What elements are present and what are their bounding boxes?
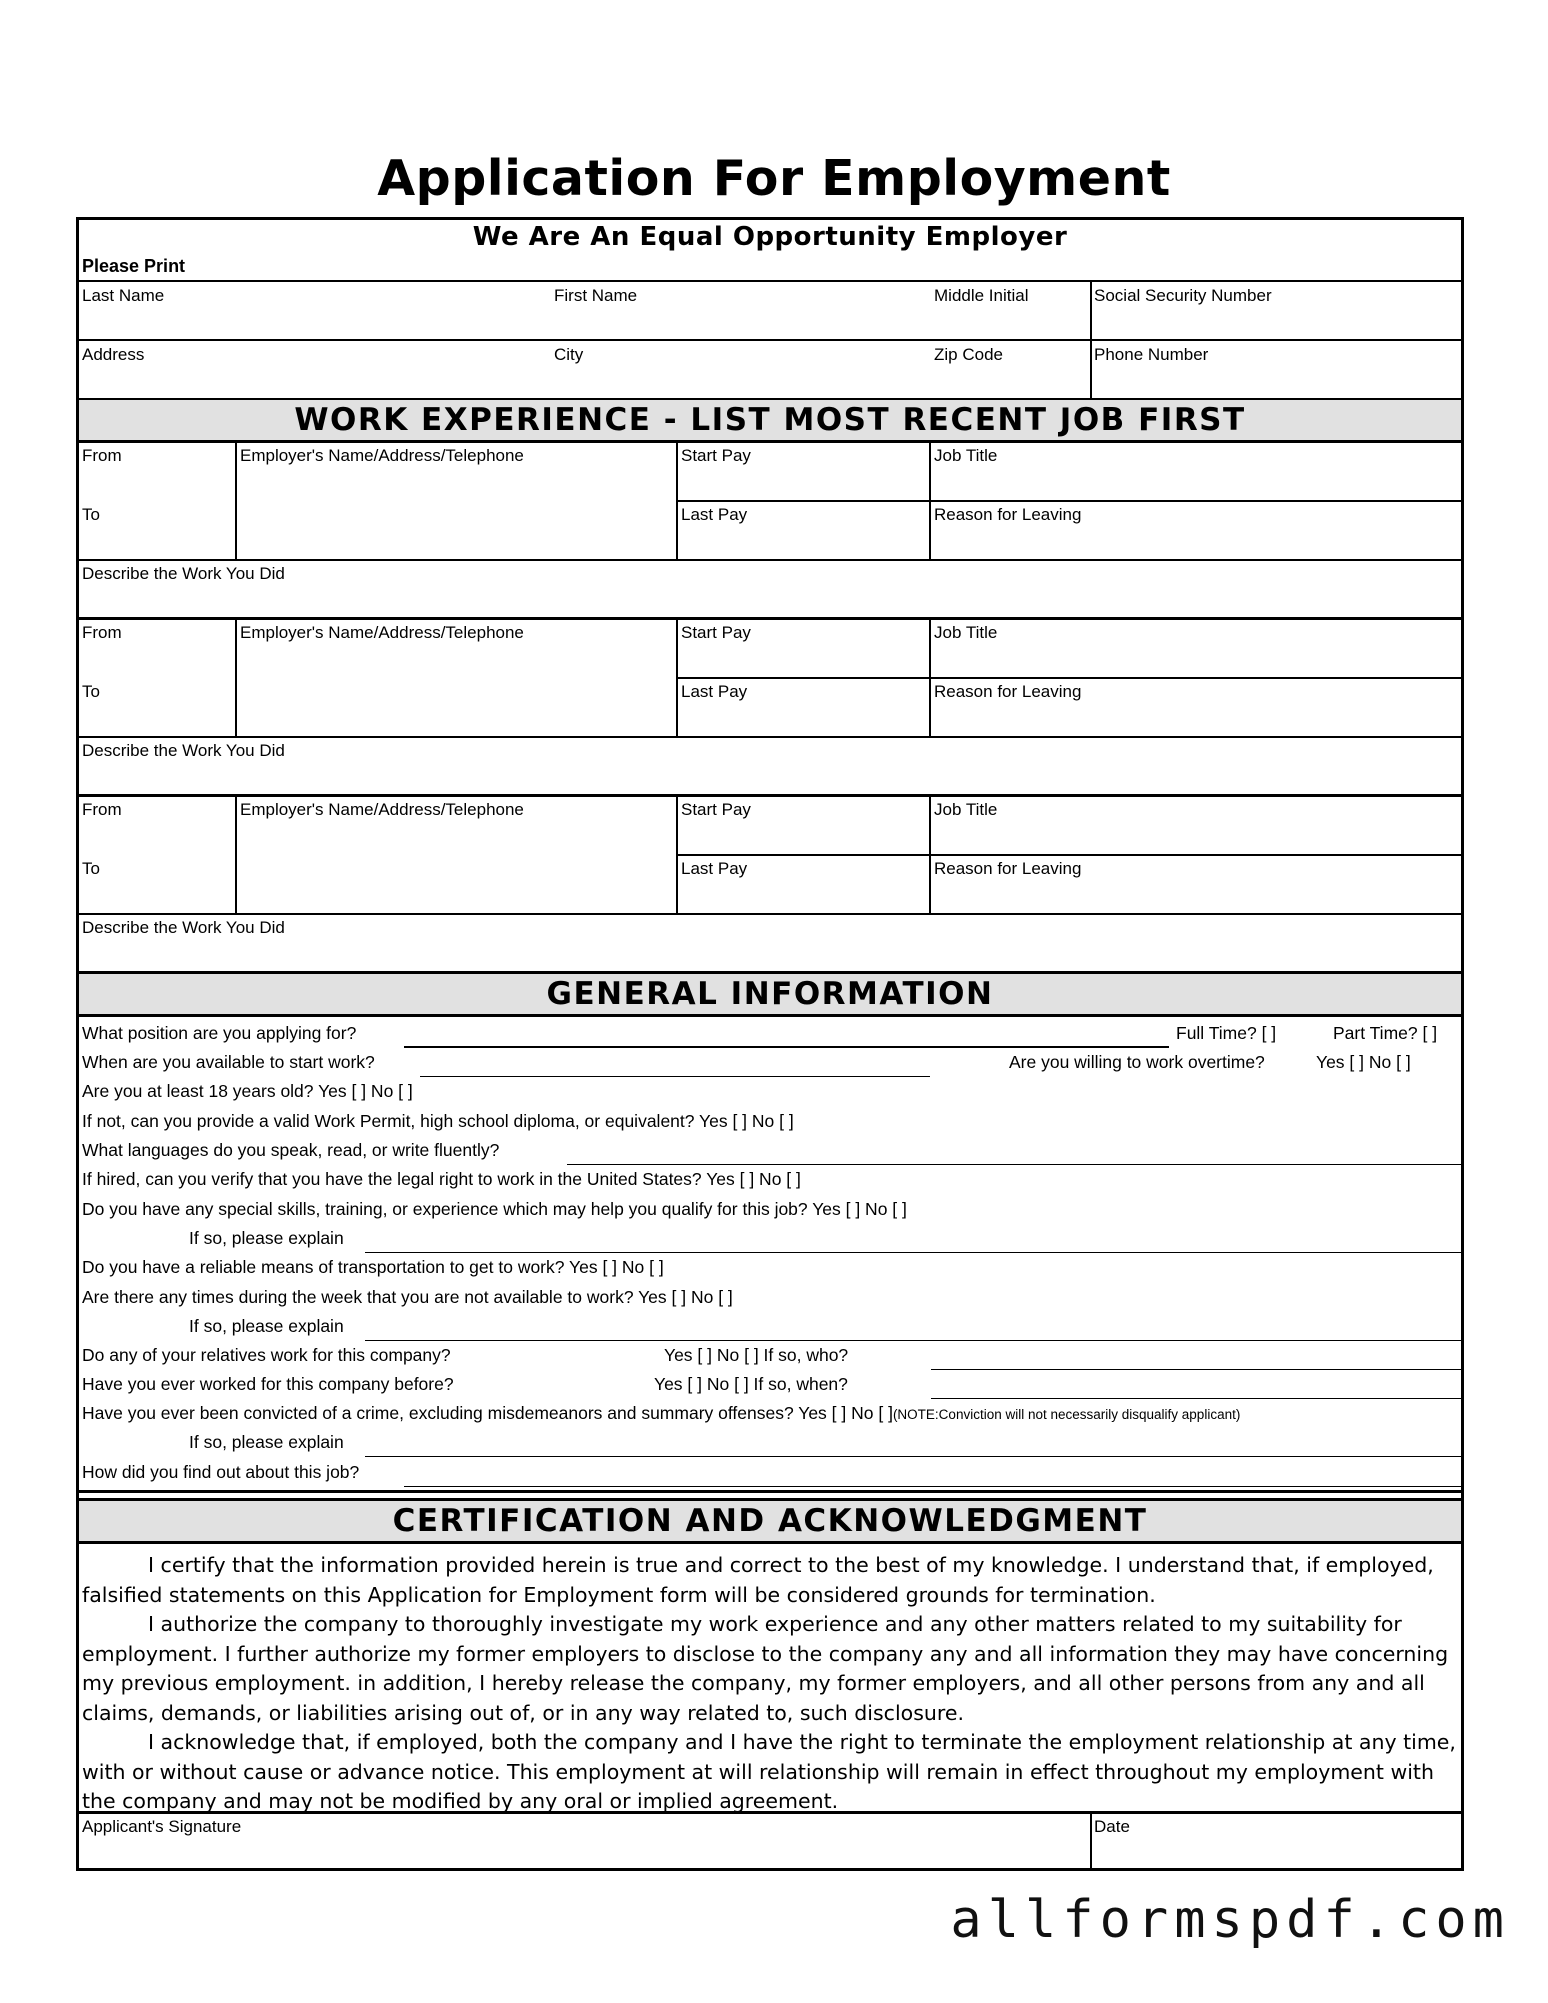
last-pay-field[interactable]: Last Pay [681, 505, 748, 524]
reason-leaving-field[interactable]: Reason for Leaving [934, 505, 1082, 524]
times-question[interactable]: Are there any times during the week that you are not available to work? Yes [ ] No [ ] [82, 1287, 733, 1307]
address-field[interactable]: Address [82, 345, 145, 364]
reason-leaving-field[interactable]: Reason for Leaving [934, 682, 1082, 701]
divider [235, 443, 237, 559]
skills-explain-input[interactable] [365, 1252, 1461, 1253]
times-explain-label: If so, please explain [189, 1316, 344, 1336]
divider [235, 620, 237, 736]
times-explain-input[interactable] [365, 1340, 1461, 1341]
certification-header: CERTIFICATION AND ACKNOWLEDGMENT [79, 1501, 1461, 1541]
find-input[interactable] [404, 1486, 1461, 1487]
eeo-statement: We Are An Equal Opportunity Employer [472, 222, 1068, 252]
phone-field[interactable]: Phone Number [1094, 345, 1209, 364]
relatives-checkbox[interactable]: Yes [ ] No [ ] If so, who? [664, 1345, 849, 1365]
to-field[interactable]: To [82, 505, 100, 524]
conviction-note: (NOTE:Conviction will not necessarily disqualify applicant) [892, 1407, 1241, 1422]
divider [1090, 1811, 1092, 1871]
conviction-explain-input[interactable] [365, 1456, 1461, 1457]
worked-checkbox[interactable]: Yes [ ] No [ ] If so, when? [654, 1374, 848, 1394]
find-question: How did you find out about this job? [82, 1462, 360, 1482]
position-input[interactable] [404, 1046, 1169, 1048]
start-pay-field[interactable]: Start Pay [681, 446, 751, 465]
general-information-header: GENERAL INFORMATION [79, 974, 1461, 1014]
work-experience-header: WORK EXPERIENCE - LIST MOST RECENT JOB FIRST [79, 400, 1461, 440]
languages-input[interactable] [567, 1164, 1461, 1165]
from-field[interactable]: From [82, 800, 122, 819]
overtime-question: Are you willing to work overtime? [1009, 1052, 1265, 1072]
divider [676, 677, 1461, 679]
describe-work-field[interactable]: Describe the Work You Did [82, 741, 285, 760]
employer-field[interactable]: Employer's Name/Address/Telephone [240, 623, 524, 642]
divider [79, 1811, 1461, 1814]
job-block [79, 620, 1461, 797]
start-pay-field[interactable]: Start Pay [681, 800, 751, 819]
legal-question[interactable]: If hired, can you verify that you have the legal right to work in the United States? Yes [ ] No [ ] [82, 1169, 801, 1189]
job-title-field[interactable]: Job Title [934, 446, 998, 465]
divider [79, 736, 1461, 738]
worked-question: Have you ever worked for this company before? [82, 1374, 454, 1394]
to-field[interactable]: To [82, 859, 100, 878]
date-field[interactable]: Date [1094, 1817, 1130, 1836]
ssn-field[interactable]: Social Security Number [1094, 286, 1272, 305]
zip-field[interactable]: Zip Code [934, 345, 1003, 364]
convicted-question[interactable] [82, 1403, 1240, 1424]
city-field[interactable]: City [554, 345, 584, 364]
job-block [79, 797, 1461, 974]
position-question: What position are you applying for? [82, 1023, 357, 1043]
cert-paragraph-1: I certify that the information provided herein is true and correct to the best of my knowledge. I understand that, if employed, falsified statements on this Application for Employment form will be considered grounds for termination. [82, 1553, 1434, 1607]
divider [79, 913, 1461, 915]
start-input[interactable] [420, 1076, 930, 1077]
divider [79, 1541, 1461, 1544]
job-block [79, 443, 1461, 620]
employer-field[interactable]: Employer's Name/Address/Telephone [240, 446, 524, 465]
transport-question[interactable]: Do you have a reliable means of transportation to get to work? Yes [ ] No [ ] [82, 1257, 664, 1277]
please-print: Please Print [82, 256, 186, 276]
relatives-input[interactable] [931, 1369, 1461, 1370]
overtime-checkbox[interactable]: Yes [ ] No [ ] [1316, 1052, 1411, 1072]
skills-explain-label: If so, please explain [189, 1228, 344, 1248]
full-time-checkbox[interactable]: Full Time? [ ] [1176, 1023, 1277, 1043]
page-title: Application For Employment [377, 150, 1171, 207]
part-time-checkbox[interactable]: Part Time? [ ] [1333, 1023, 1438, 1043]
first-name-field[interactable]: First Name [554, 286, 638, 305]
cert-paragraph-3: I acknowledge that, if employed, both the company and I have the right to terminate the employment relationship at any time, with or without cause or advance notice. This employment at will relationship will remain in effect throughout my employment with the company and may not be modified by any oral or implied agreement. [82, 1730, 1456, 1813]
divider [235, 797, 237, 913]
describe-work-field[interactable]: Describe the Work You Did [82, 564, 285, 583]
relatives-question: Do any of your relatives work for this company? [82, 1345, 451, 1365]
start-pay-field[interactable]: Start Pay [681, 623, 751, 642]
divider [676, 854, 1461, 856]
last-pay-field[interactable]: Last Pay [681, 859, 748, 878]
skills-question[interactable]: Do you have any special skills, training, or experience which may help you qualify for this job? Yes [ ] No [ ] [82, 1199, 907, 1219]
job-title-field[interactable]: Job Title [934, 623, 998, 642]
convicted-text: Have you ever been convicted of a crime, excluding misdemeanors and summary offenses? Yes [ ] No [ ] [82, 1403, 893, 1423]
permit-question[interactable]: If not, can you provide a valid Work Permit, high school diploma, or equivalent? Yes [ ] No [ ] [82, 1111, 794, 1131]
to-field[interactable]: To [82, 682, 100, 701]
signature-field[interactable]: Applicant's Signature [82, 1817, 242, 1836]
divider [79, 339, 1461, 341]
divider [79, 559, 1461, 561]
application-form [76, 217, 1464, 1871]
worked-input[interactable] [931, 1398, 1461, 1399]
from-field[interactable]: From [82, 446, 122, 465]
languages-question: What languages do you speak, read, or write fluently? [82, 1140, 500, 1160]
age-question[interactable]: Are you at least 18 years old? Yes [ ] No [ ] [82, 1081, 413, 1101]
from-field[interactable]: From [82, 623, 122, 642]
divider [79, 1498, 1461, 1501]
divider [79, 1490, 1461, 1493]
last-pay-field[interactable]: Last Pay [681, 682, 748, 701]
watermark: allformspdf.com [950, 1890, 1510, 1950]
divider [79, 280, 1461, 282]
cert-paragraph-2: I authorize the company to thoroughly investigate my work experience and any other matters related to my suitability for employment. I further authorize my former employers to disclose to the company any and all information they may have concerning my previous employment. in addition, I hereby release the company, my former employers, and all other persons from any and all claims, demands, or liabilities arising out of, or in any way related to, such disclosure. [82, 1612, 1449, 1725]
certification-text [82, 1551, 1462, 1817]
job-title-field[interactable]: Job Title [934, 800, 998, 819]
employer-field[interactable]: Employer's Name/Address/Telephone [240, 800, 524, 819]
divider [676, 500, 1461, 502]
describe-work-field[interactable]: Describe the Work You Did [82, 918, 285, 937]
start-question: When are you available to start work? [82, 1052, 375, 1072]
middle-initial-field[interactable]: Middle Initial [934, 286, 1029, 305]
divider [79, 1014, 1461, 1017]
last-name-field[interactable]: Last Name [82, 286, 165, 305]
conviction-explain-label: If so, please explain [189, 1432, 344, 1452]
reason-leaving-field[interactable]: Reason for Leaving [934, 859, 1082, 878]
